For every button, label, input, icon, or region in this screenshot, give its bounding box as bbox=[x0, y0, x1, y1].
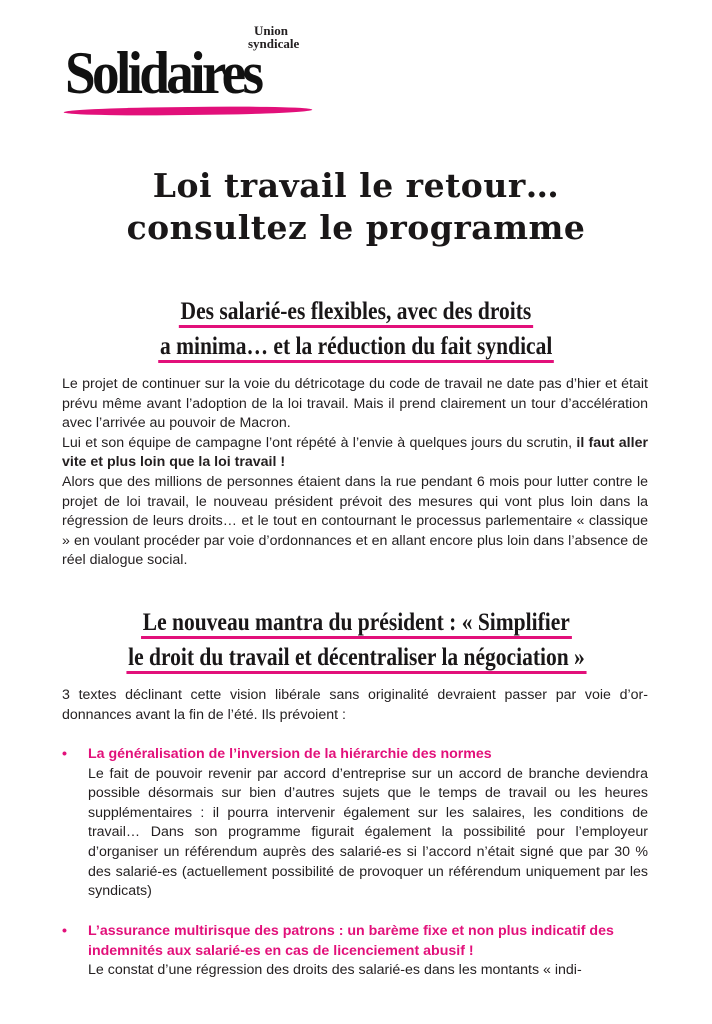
section1-paragraph-3: Alors que des millions de personnes étaient dans la rue pendant 6 mois pour lutter contre le projet de loi travail, le nouveau président prévoit des mesures qui vont plus loin dans la régression de leurs droits… et le tout en contournant le processus parlementaire « classique » en voulant procéder par voie d’ordonnances et en allant encore plus loin dans l’absence de réel dialogue social. bbox=[62, 473, 648, 569]
section1-heading bbox=[0, 296, 712, 366]
section1-paragraph-2-text: Lui et son équipe de campagne l’ont répété à l’envie à quelques jours du scrutin, bbox=[62, 434, 573, 451]
list-item-body: Le fait de pouvoir revenir par accord d’entreprise sur un accord de branche deviendra possible désormais sur bien d’autres sujets que le temps de travail ou les heures supplémentaires : il pourra intervenir également sur les salaires, les conditions de travail… Dans son programme figurait également la possibilité pour l’employeur d’organiser un référendum auprès des salarié-es si l’accord n’était signé que par 30 % des salarié-es (actuellement possibilité de provoquer un référendum uniquement par les syndicats) bbox=[88, 765, 648, 900]
bullet-marker: • bbox=[62, 746, 67, 762]
section2-intro bbox=[62, 686, 648, 725]
logo-subtitle-line1: Union bbox=[254, 23, 288, 38]
section2-heading bbox=[0, 607, 712, 677]
list-item bbox=[62, 922, 648, 981]
page-title-line2: consultez le programme bbox=[126, 208, 586, 247]
bullet-marker: • bbox=[62, 923, 67, 939]
section1-paragraph-2-emphasis: il faut aller vite et plus loin que la loi travail ! bbox=[62, 434, 648, 471]
logo-wordmark: Solidaires bbox=[65, 40, 261, 106]
list-item-title: La généralisation de l’inversion de la hiérarchie des normes bbox=[88, 746, 492, 762]
list-item bbox=[62, 745, 648, 902]
list-item-body: Le constat d’une régression des droits des salarié-es dans les montants « indi- bbox=[88, 962, 582, 979]
section2-heading-line2: le droit du travail et décentraliser la négociation » bbox=[126, 644, 586, 674]
section1-heading-line1: Des salarié-es flexibles, avec des droits bbox=[179, 298, 533, 328]
section2-heading-line1: Le nouveau mantra du président : « Simplifier bbox=[141, 609, 571, 639]
section1-paragraph-2 bbox=[62, 434, 648, 473]
section1-heading-line2: a minima… et la réduction du fait syndical bbox=[158, 333, 554, 363]
logo-swash-underline bbox=[63, 106, 313, 117]
logo-subtitle-line2: syndicale bbox=[248, 36, 300, 51]
page-title bbox=[0, 165, 712, 249]
list-item-title: L’assurance multirisque des patrons : un barème fixe et non plus indicatif des indemnités aux salarié-es en cas de licenciement abusif ! bbox=[88, 923, 614, 959]
page-title-line1: Loi travail le retour… bbox=[152, 166, 560, 205]
section2-intro-text: 3 textes déclinant cette vision libérale sans originalité devraient passer par voie d’ordonnances avant la fin de l’été. Ils prévoient : bbox=[62, 687, 648, 723]
section1-body bbox=[62, 375, 648, 571]
solidaires-logo bbox=[62, 24, 322, 124]
section1-paragraph-1: Le projet de continuer sur la voie du détricotage du code de travail ne date pas d’hier et était prévu même avant l’adoption de la loi travail. Mais il prend clairement un tour d’accélération avec l’arrivée au pouvoir de Macron. bbox=[62, 376, 648, 432]
